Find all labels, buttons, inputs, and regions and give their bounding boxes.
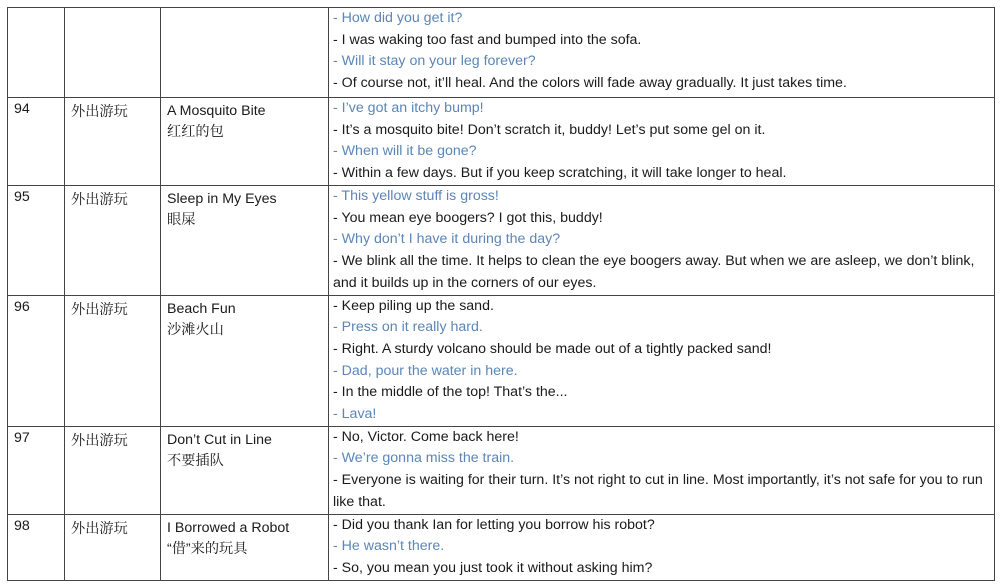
dialogue-line: - Of course not, it’ll heal. And the colors will fade away gradually. It just takes time. xyxy=(333,75,847,92)
dialogue-cell xyxy=(329,8,995,98)
row-category: 外出游玩 xyxy=(65,426,161,514)
dialogue-cell xyxy=(329,295,995,426)
dialogue-line: - Why don’t I have it during the day? xyxy=(333,231,561,248)
dialogue-line: - Right. A sturdy volcano should be made out of a tightly packed sand! xyxy=(333,340,772,357)
dialogue-line: - When will it be gone? xyxy=(333,143,477,160)
dialogue-line: - In the middle of the top! That’s the... xyxy=(333,384,568,401)
row-title xyxy=(161,295,329,426)
title-english: Sleep in My Eyes xyxy=(167,191,277,207)
dialogue-line: - Lava! xyxy=(333,406,377,423)
dialogue-line: - How did you get it? xyxy=(333,10,463,26)
dialogue-cell xyxy=(329,426,995,514)
title-english: I Borrowed a Robot xyxy=(167,519,290,536)
row-number xyxy=(8,8,65,98)
row-category: 外出游玩 xyxy=(65,98,161,186)
dialogue-line: - It’s a mosquito bite! Don’t scratch it, buddy! Let’s put some gel on it. xyxy=(333,121,766,138)
dialogue-line: - He wasn’t there. xyxy=(333,538,445,555)
row-category xyxy=(65,8,161,98)
table-row xyxy=(8,98,995,186)
row-number: 96 xyxy=(8,295,65,426)
title-chinese: 眼屎 xyxy=(167,212,196,228)
table-row xyxy=(8,186,995,296)
table-row xyxy=(8,8,995,98)
dialogue-line: - So, you mean you just took it without asking him? xyxy=(333,560,653,577)
dialogue-line: - Dad, pour the water in here. xyxy=(333,362,518,379)
title-english: Don’t Cut in Line xyxy=(167,431,272,448)
row-category: 外出游玩 xyxy=(65,186,161,296)
dialogue-line: - Within a few days. But if you keep scratching, it will take longer to heal. xyxy=(333,165,787,182)
row-number: 98 xyxy=(8,514,65,580)
table-row xyxy=(8,426,995,514)
row-title xyxy=(161,8,329,98)
dialogue-line: - Keep piling up the sand. xyxy=(333,297,494,314)
dialogue-cell xyxy=(329,186,995,296)
title-english: Beach Fun xyxy=(167,300,236,317)
dialogue-line: - Did you thank Ian for letting you borrow his robot? xyxy=(333,516,655,533)
dialogue-line: - Everyone is waiting for their turn. It’s not right to cut in line. Most importantly, it’s not safe for you to run like that. xyxy=(333,472,983,510)
dialogue-line: - No, Victor. Come back here! xyxy=(333,428,519,445)
row-category: 外出游玩 xyxy=(65,514,161,580)
title-chinese: 不要插队 xyxy=(167,452,224,469)
title-chinese: 沙滩火山 xyxy=(167,321,224,338)
dialogue-line: - I’ve got an itchy bump! xyxy=(333,100,484,116)
row-title xyxy=(161,98,329,186)
dialogue-cell xyxy=(329,514,995,580)
table-row xyxy=(8,514,995,580)
dialogue-table xyxy=(7,7,995,581)
title-chinese: 红红的包 xyxy=(167,124,224,140)
table-row xyxy=(8,295,995,426)
dialogue-cell xyxy=(329,98,995,186)
dialogue-line: - Press on it really hard. xyxy=(333,319,483,336)
row-title xyxy=(161,426,329,514)
row-title xyxy=(161,186,329,296)
dialogue-line: - We blink all the time. It helps to clean the eye boogers away. But when we are asleep, we don’t blink, and it builds up in the corners of our eyes. xyxy=(333,253,975,291)
dialogue-line: - You mean eye boogers? I got this, buddy! xyxy=(333,209,603,226)
dialogue-line: - Will it stay on your leg forever? xyxy=(333,53,536,70)
dialogue-line: - We’re gonna miss the train. xyxy=(333,450,515,467)
dialogue-line: - This yellow stuff is gross! xyxy=(333,188,499,204)
title-chinese: “借”来的玩具 xyxy=(167,540,248,557)
row-number: 95 xyxy=(8,186,65,296)
dialogue-line: - I was waking too fast and bumped into the sofa. xyxy=(333,31,642,48)
title-english: A Mosquito Bite xyxy=(167,103,266,119)
row-category: 外出游玩 xyxy=(65,295,161,426)
row-number: 94 xyxy=(8,98,65,186)
row-title xyxy=(161,514,329,580)
row-number: 97 xyxy=(8,426,65,514)
